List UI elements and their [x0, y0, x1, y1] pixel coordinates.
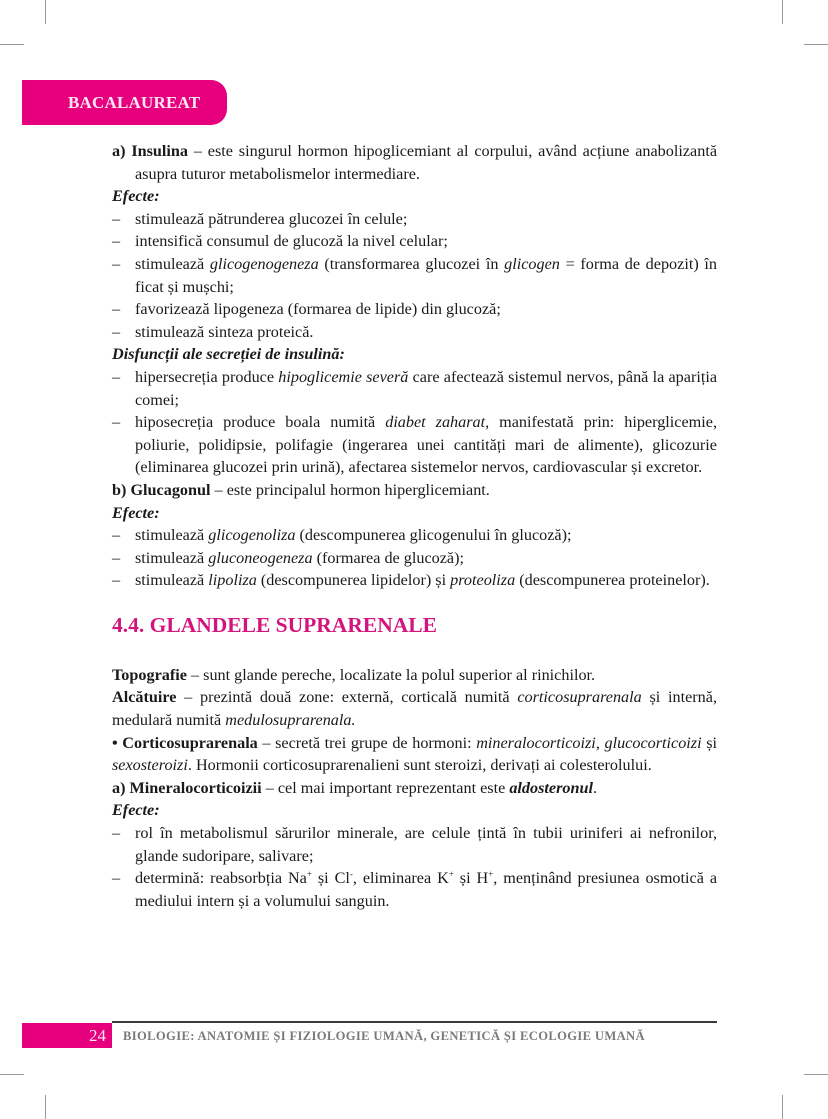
list-item: – intensifică consumul de glucoză la nivel celular;	[112, 230, 717, 253]
list-item: – stimulează gluconeogeneza (formarea de glucoză);	[112, 547, 717, 570]
corticosuprarenala-paragraph: • Corticosuprarenala – secretă trei grupe de hormoni: mineralocorticoizi, glucocorticoizi și sexosteroizi. Hormonii corticosuprarenalieni sunt steroizi, derivați ai colesterolului.	[112, 733, 718, 775]
page-number: 24	[22, 1023, 112, 1048]
mineralocorticoizi-paragraph: a) Mineralocorticoizii – cel mai important reprezentant este aldosteronul.	[112, 778, 598, 797]
list-item: – determină: reabsorbția Na+ și Cl-, eliminarea K+ și H+, menținând presiunea osmotică a mediului intern și a volumului sanguin.	[112, 867, 717, 912]
crop-mark-bottom-right-h	[804, 1074, 828, 1075]
book-title: BIOLOGIE: ANATOMIE ȘI FIZIOLOGIE UMANĂ, GENETICĂ ȘI ECOLOGIE UMANĂ	[123, 1029, 645, 1043]
glucagon-effects-title: Efecte:	[112, 503, 160, 522]
insulina-intro: a) Insulina – este singurul hormon hipoglicemiant al corpului, având acțiune anabolizantă asupra tuturor metabolismelor intermediare.	[112, 142, 718, 183]
list-item: – rol în metabolismul sărurilor minerale, are celule țintă în tubii uriniferi ai nefronilor, glande sudoripare, salivare;	[112, 822, 717, 867]
crop-mark-top-right-h	[804, 44, 828, 45]
crop-mark-top-left-h	[0, 44, 24, 45]
section-heading: 4.4. GLANDELE SUPRARENALE	[112, 612, 437, 637]
list-item: – hipersecreția produce hipoglicemie severă care afectează sistemul nervos, până la apariția comei;	[112, 366, 717, 411]
crop-mark-bottom-left-h	[0, 1074, 24, 1075]
crop-mark-top-right-v	[782, 0, 783, 24]
crop-mark-bottom-left-v	[45, 1095, 46, 1119]
list-item: – stimulează lipoliza (descompunerea lipidelor) și proteoliza (descompunerea proteinelor).	[112, 569, 717, 592]
glucagon-name: Glucagonul	[130, 480, 211, 499]
crop-mark-top-left-v	[45, 0, 46, 24]
glucagon-intro: b) Glucagonul – este principalul hormon hiperglicemiant.	[112, 480, 490, 499]
insulina-dysfunctions-title: Disfuncții ale secreției de insulină:	[112, 345, 345, 364]
list-item: – stimulează glicogenoliza (descompunerea glicogenului în glucoză);	[112, 524, 717, 547]
alcatuire-paragraph: Alcătuire – prezintă două zone: externă, corticală numită corticosuprarenala și internă, medulară numită medulosuprarenala.	[112, 688, 717, 730]
header-badge: BACALAUREAT	[22, 80, 227, 125]
insulina-label: a)	[112, 142, 132, 160]
list-item: – favorizează lipogeneza (formarea de lipide) din glucoză;	[112, 298, 717, 321]
crop-mark-bottom-right-v	[782, 1095, 783, 1119]
mineralocorticoizi-effects-title: Efecte:	[112, 801, 160, 820]
insulina-name: Insulina	[131, 142, 189, 160]
list-item: – hiposecreția produce boala numită diabet zaharat, manifestată prin: hiperglicemie, poliurie, polidipsie, polifagie (ingerarea unei cantități mari de alimente), glicozurie (eliminarea glucozei prin urină), afectarea sistemelor nervos, cardiovascular și excretor.	[112, 411, 717, 479]
insulina-effects-title: Efecte:	[112, 187, 160, 206]
list-item: – stimulează pătrunderea glucozei în celule;	[112, 208, 717, 231]
page-content	[112, 140, 717, 912]
topografie-paragraph: Topografie – sunt glande pereche, localizate la polul superior al rinichilor.	[112, 665, 596, 684]
list-item: – stimulează sinteza proteică.	[112, 321, 717, 344]
list-item: – stimulează glicogenogeneza (transformarea glucozei în glicogen = forma de depozit) în ficat și mușchi;	[112, 253, 717, 298]
